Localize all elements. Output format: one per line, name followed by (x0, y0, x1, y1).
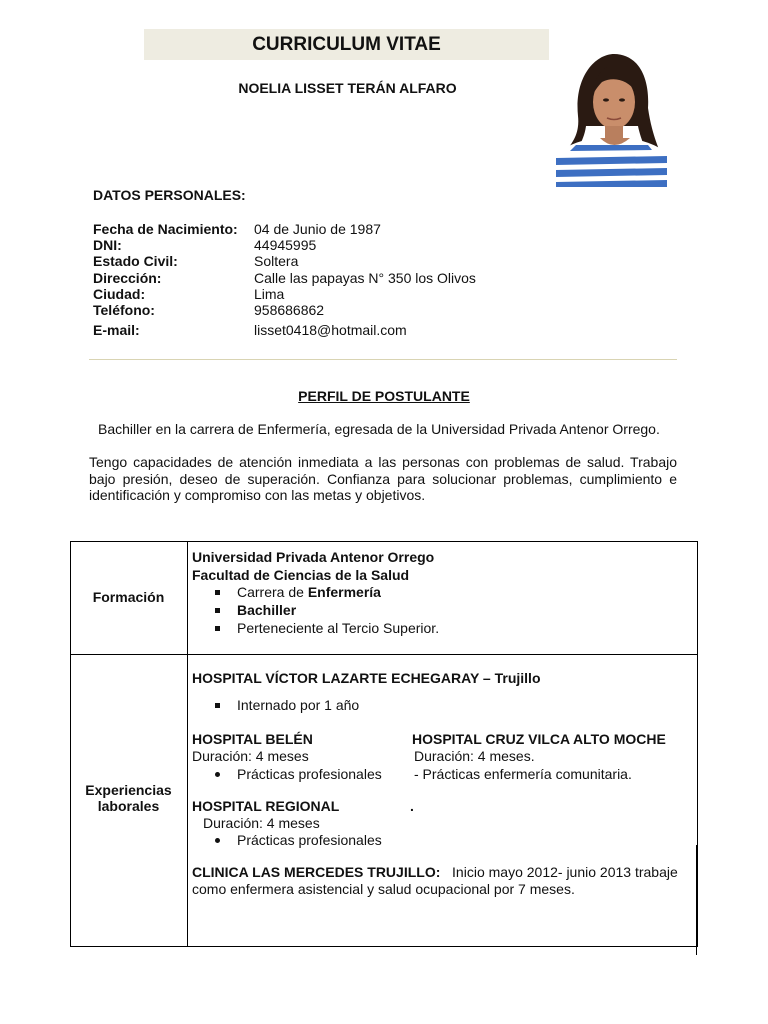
hospital-regional-title: HOSPITAL REGIONAL (192, 798, 340, 814)
hospital-cruz-title: HOSPITAL CRUZ VILCA ALTO MOCHE (412, 731, 666, 747)
experiencias-label-line2: laborales (97, 798, 160, 814)
field-label: E-mail: (93, 322, 140, 338)
hospital-regional-duration: Duración: 4 meses (203, 815, 320, 831)
field-value: Calle las papayas N° 350 los Olivos (254, 270, 476, 286)
table-edge-line (696, 845, 697, 955)
field-label: Dirección: (93, 270, 162, 286)
field-value: Lima (254, 286, 285, 302)
hospital-cruz-duration: Duración: 4 meses. (414, 748, 535, 764)
formacion-label: Formación (92, 589, 165, 605)
hospital-belen-title: HOSPITAL BELÉN (192, 731, 313, 747)
field-label: Teléfono: (93, 302, 155, 318)
formacion-item: Perteneciente al Tercio Superior. (237, 620, 440, 636)
round-bullet-icon (215, 838, 220, 843)
profile-photo (556, 46, 667, 187)
field-value: 04 de Junio de 1987 (254, 221, 381, 237)
personal-data-heading: DATOS PERSONALES: (93, 187, 246, 203)
document-title: CURRICULUM VITAE (252, 34, 441, 55)
field-value: Soltera (254, 253, 299, 269)
item-bold-text: Enfermería (307, 584, 381, 600)
field-label: Fecha de Nacimiento: (93, 221, 238, 237)
profile-description: Tengo capacidades de atención inmediata a las personas con problemas de salud. Trabajo bajo presión, deseo de superación. Confianza para solucionar problemas, cumplimiento e identificación y compromiso con las metas y objetivos. (89, 454, 677, 503)
faculty-name: Facultad de Ciencias de la Salud (192, 567, 410, 583)
clinica-line1 (192, 864, 678, 881)
formacion-item (237, 584, 381, 601)
formacion-item: Bachiller (237, 602, 297, 618)
hospital-lazarte-item: Internado por 1 año (237, 697, 360, 713)
square-bullet-icon (215, 703, 220, 708)
field-value: 958686862 (254, 302, 325, 318)
table-column-divider (187, 541, 188, 947)
table-row-divider (70, 654, 698, 655)
profile-heading: PERFIL DE POSTULANTE (298, 388, 470, 404)
candidate-name: NOELIA LISSET TERÁN ALFARO (238, 80, 457, 96)
university-name: Universidad Privada Antenor Orrego (192, 549, 435, 565)
field-label: DNI: (93, 237, 122, 253)
experiencias-label (70, 782, 187, 814)
email-value: lisset0418@hotmail.com (254, 322, 407, 338)
square-bullet-icon (215, 608, 220, 613)
hospital-cruz-item: - Prácticas enfermería comunitaria. (414, 766, 632, 782)
clinica-line2: como enfermera asistencial y salud ocupacional por 7 meses. (192, 881, 575, 897)
clinica-title: CLINICA LAS MERCEDES TRUJILLO: (192, 864, 441, 880)
item-text: Carrera de (237, 584, 308, 600)
hospital-belen-item: Prácticas profesionales (237, 766, 382, 782)
field-label: Estado Civil: (93, 253, 178, 269)
field-value: 44945995 (254, 237, 317, 253)
field-label: Ciudad: (93, 286, 146, 302)
experiencias-label-line1: Experiencias (85, 782, 172, 798)
clinica-text: Inicio mayo 2012- junio 2013 trabaje (452, 864, 678, 880)
profile-summary: Bachiller en la carrera de Enfermería, egresada de la Universidad Privada Antenor Orrego. (98, 421, 660, 437)
hospital-regional-dot: . (410, 798, 414, 814)
square-bullet-icon (215, 590, 220, 595)
square-bullet-icon (215, 626, 220, 631)
section-divider (89, 359, 677, 360)
hospital-belen-duration: Duración: 4 meses (192, 748, 309, 764)
round-bullet-icon (215, 772, 220, 777)
hospital-lazarte-title: HOSPITAL VÍCTOR LAZARTE ECHEGARAY – Trujillo (192, 670, 541, 686)
hospital-regional-item: Prácticas profesionales (237, 832, 382, 848)
